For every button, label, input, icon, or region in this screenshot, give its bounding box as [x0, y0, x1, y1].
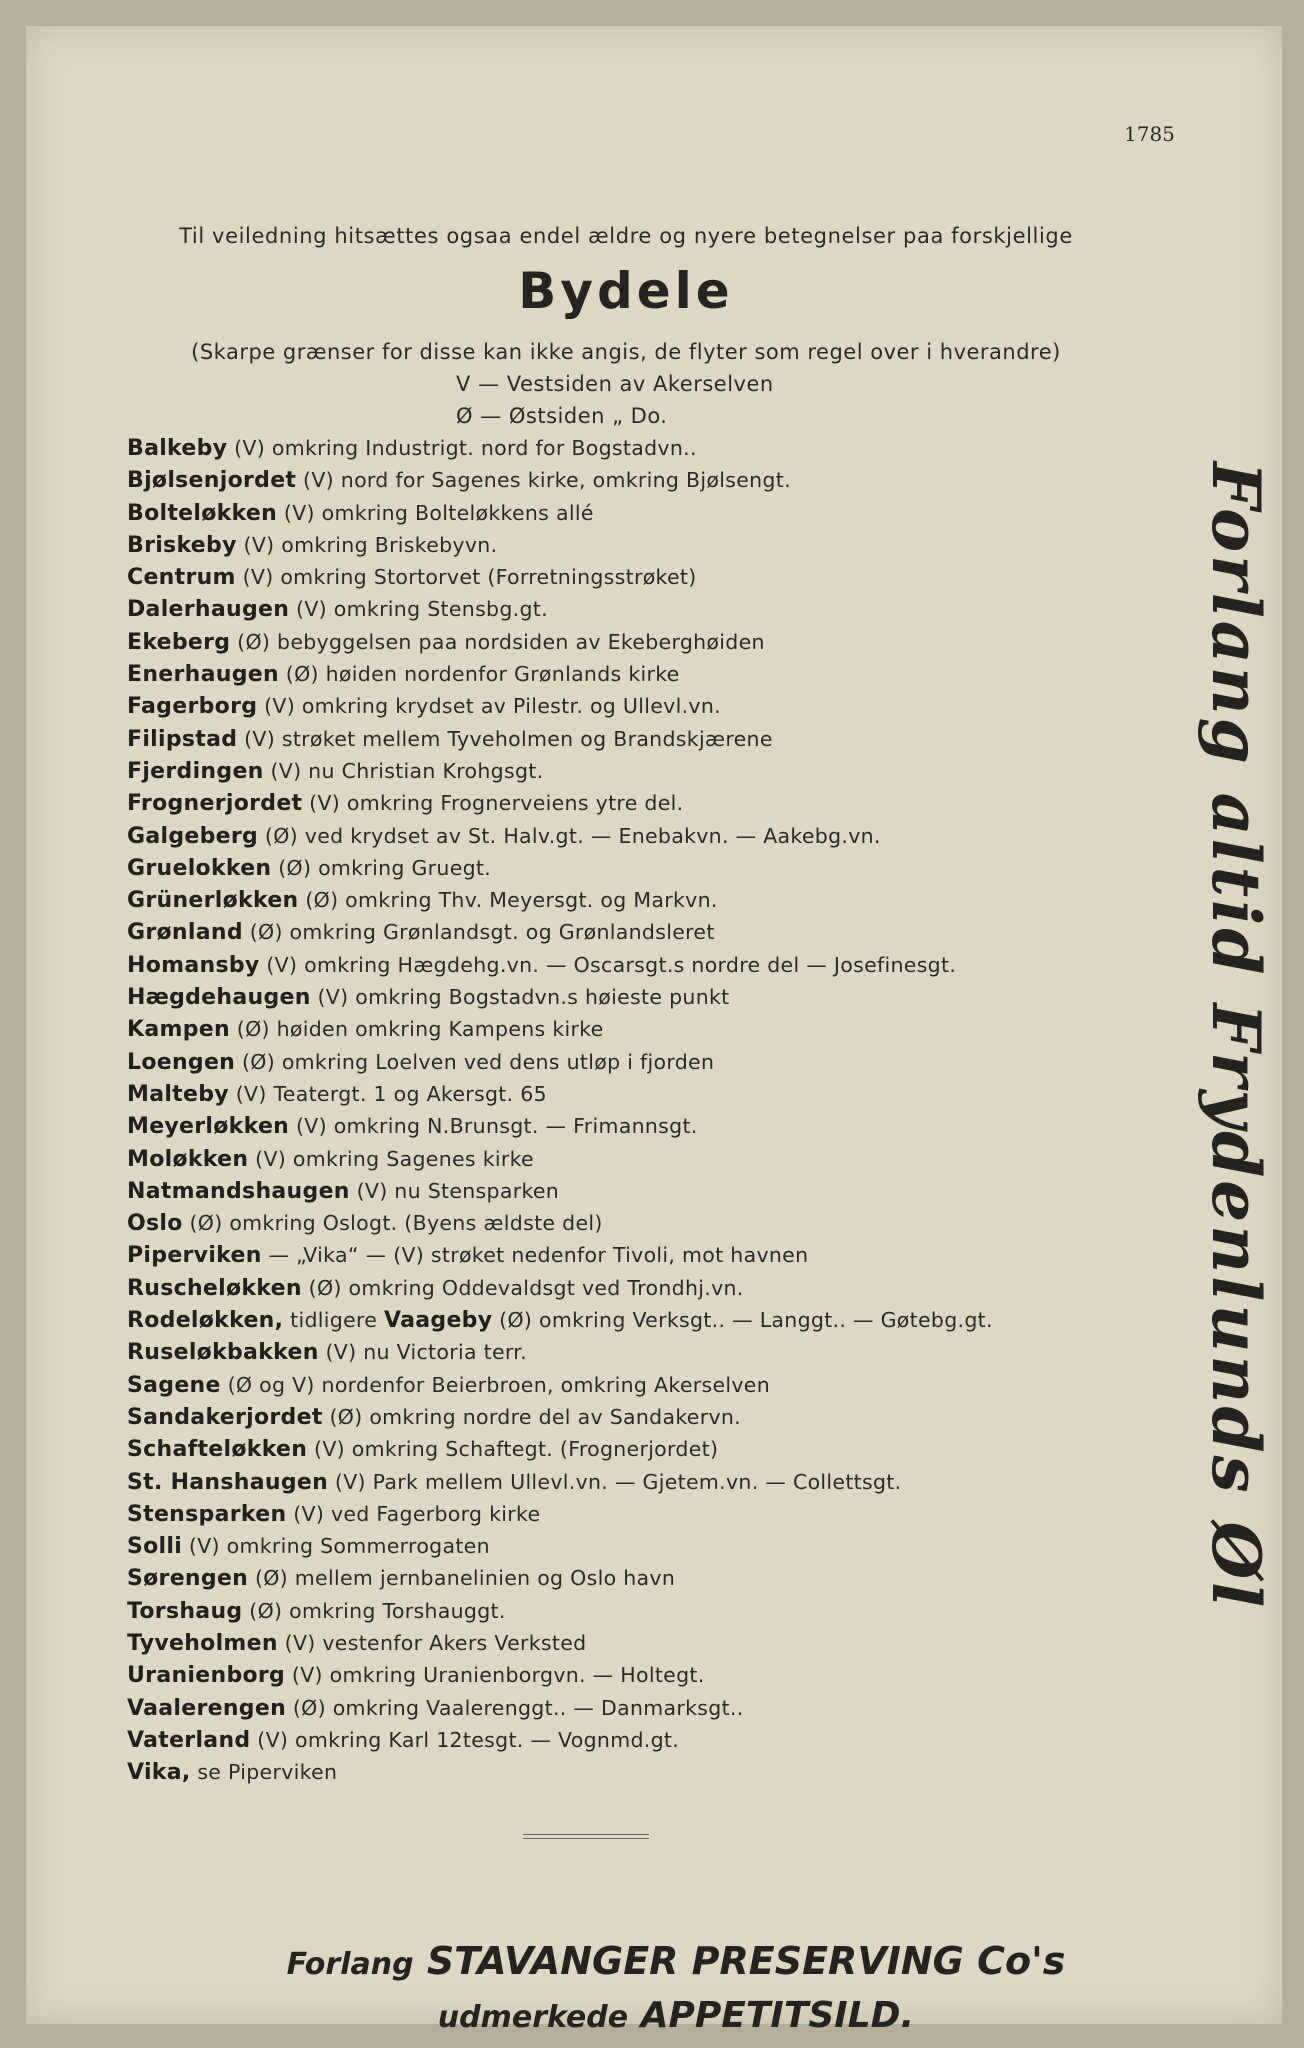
district-entry: [127, 949, 1127, 981]
district-description: (V) omkring Stortorvet (Forretningsstrøket): [235, 565, 697, 590]
district-name: Vika,: [127, 1760, 191, 1786]
district-list: [127, 432, 1127, 1788]
district-entry: [127, 1272, 1127, 1304]
district-name: Bjølsenjordet: [127, 468, 297, 494]
district-name: Bolteløkken: [127, 500, 278, 526]
district-name: Stensparken: [127, 1501, 287, 1527]
bottom-ad-line-2: [176, 1995, 1176, 2036]
district-entry: [127, 1466, 1127, 1498]
district-name: Uranienborg: [127, 1663, 286, 1689]
district-name: Sandakerjordet: [127, 1404, 323, 1430]
district-name: Meyerløkken: [127, 1114, 290, 1140]
district-entry: [127, 1078, 1127, 1110]
document-page: [26, 26, 1282, 2036]
district-description: (V) omkring Sagenes kirke: [248, 1146, 534, 1171]
district-entry: [127, 1756, 1127, 1788]
district-entry: [127, 529, 1127, 561]
district-alt-name: Vaageby: [383, 1308, 493, 1334]
district-name: Grünerløkken: [127, 888, 299, 914]
district-name: Torshaug: [127, 1598, 243, 1624]
district-name: Ruscheløkken: [127, 1275, 302, 1301]
district-entry: [127, 1207, 1127, 1239]
district-description: (Ø) omkring Gruegt.: [271, 855, 492, 880]
district-name: Gruelokken: [127, 855, 272, 881]
district-entry: [127, 1498, 1127, 1530]
district-entry: [127, 626, 1127, 658]
district-name: Ekeberg: [127, 629, 231, 655]
district-entry: [127, 1692, 1127, 1724]
district-description: (Ø) omkring Oddevaldsgt ved Trondhj.vn.: [301, 1275, 744, 1300]
district-entry: [127, 1401, 1127, 1433]
district-name: Fjerdingen: [127, 758, 264, 784]
district-name: Natmandshaugen: [127, 1178, 350, 1204]
district-description: (Ø) omkring nordre del av Sandakervn.: [322, 1404, 741, 1429]
legend-ostsiden: Ø — Østsiden „ Do.: [456, 404, 668, 428]
district-description: (Ø) omkring Grønlandsgt. og Grønlandsleret: [242, 920, 715, 945]
district-description: (V) Park mellem Ullevl.vn. — Gjetem.vn. — Collettsgt.: [328, 1469, 902, 1494]
side-ad-text: Forlang altid Frydenlunds Øl: [1197, 461, 1276, 1611]
district-entry: [127, 1433, 1127, 1465]
section-title: Bydele: [518, 262, 734, 320]
district-description: (V) strøket mellem Tyveholmen og Brandskjærene: [237, 726, 773, 751]
district-name: Hægdehaugen: [127, 985, 311, 1011]
district-name: Rodeløkken,: [127, 1308, 284, 1334]
district-entry: [127, 1595, 1127, 1627]
district-description: (V) omkring Hægdehg.vn. — Oscarsgt.s nordre del — Josefinesgt.: [259, 952, 957, 977]
district-description: (V) omkring Uranienborgvn. — Holtegt.: [285, 1663, 705, 1688]
district-description: (V) omkring Briskebyvn.: [236, 532, 498, 557]
district-name: Sørengen: [127, 1566, 249, 1592]
district-entry: [127, 497, 1127, 529]
district-entry: [127, 464, 1127, 496]
district-entry: [127, 1724, 1127, 1756]
district-name: Tyveholmen: [127, 1630, 278, 1656]
district-name: Dalerhaugen: [127, 597, 290, 623]
district-description: (V) nu Stensparken: [349, 1178, 560, 1203]
district-entry: [127, 593, 1127, 625]
district-description: (V) ved Fagerborg kirke: [286, 1501, 541, 1526]
legend-vestsiden: V — Vestsiden av Akerselven: [456, 372, 774, 396]
district-name: Galgeberg: [127, 823, 259, 849]
district-description: (V) Teatergt. 1 og Akersgt. 65: [228, 1081, 547, 1106]
divider-rule: [523, 1834, 649, 1839]
district-name: Filipstad: [127, 726, 238, 752]
district-description: se Piperviken: [190, 1760, 338, 1785]
district-description: (V) vestenfor Akers Verksted: [277, 1630, 587, 1655]
district-name: Enerhaugen: [127, 662, 279, 688]
district-description: (Ø) mellem jernbanelinien og Oslo havn: [248, 1566, 676, 1591]
district-entry: [127, 787, 1127, 819]
intro-text: Til veiledning hitsættes ogsaa endel ældre og nyere betegnelser paa forskjellige: [179, 224, 1073, 248]
district-description: (Ø) omkring Thv. Meyersgt. og Markvn.: [298, 888, 718, 913]
district-name: Ruseløkbakken: [127, 1340, 319, 1366]
district-entry: [127, 723, 1127, 755]
district-entry: [127, 1239, 1127, 1271]
district-name: Vaterland: [127, 1727, 251, 1753]
district-name: Grønland: [127, 920, 243, 946]
district-description: (V) omkring Industrigt. nord for Bogstadvn..: [227, 436, 697, 460]
district-description: (Ø) omkring Loelven ved dens utløp i fjorden: [235, 1049, 715, 1074]
district-name: Centrum: [127, 565, 236, 591]
district-description: (V) omkring Stensbg.gt.: [289, 597, 548, 622]
district-entry: [127, 1659, 1127, 1691]
district-description: (Ø) bebyggelsen paa nordsiden av Ekeberghøiden: [230, 629, 765, 654]
district-entry: [127, 690, 1127, 722]
district-description: (Ø) omkring Vaalerenggt.. — Danmarksgt..: [286, 1695, 744, 1720]
district-name: Balkeby: [127, 436, 228, 461]
district-entry: [127, 820, 1127, 852]
district-description: (Ø og V) nordenfor Beierbroen, omkring Akerselven: [220, 1372, 770, 1397]
district-entry: [127, 1627, 1127, 1659]
bottom-ad-forlang: Forlang: [286, 1947, 414, 1982]
district-entry: [127, 1013, 1127, 1045]
district-entry: [127, 1143, 1127, 1175]
district-entry: [127, 1304, 1127, 1336]
district-entry: [127, 1336, 1127, 1368]
district-name: Kampen: [127, 1017, 230, 1043]
district-description: (Ø) omkring Torshauggt.: [242, 1598, 506, 1623]
district-name: Homansby: [127, 952, 260, 978]
district-entry: [127, 755, 1127, 787]
district-description: (Ø) høiden omkring Kampens kirke: [229, 1017, 604, 1042]
bottom-ad-product: APPETITSILD.: [640, 1995, 915, 2036]
district-entry: [127, 432, 1127, 464]
district-description-cont: (Ø) omkring Verksgt.. — Langgt.. — Gøtebg.gt.: [492, 1308, 993, 1333]
bottom-ad-udmerkede: udmerkede: [437, 2000, 629, 2035]
district-description: (V) omkring Schaftegt. (Frognerjordet): [307, 1437, 719, 1462]
district-description: (V) omkring Bogstadvn.s høieste punkt: [310, 985, 730, 1010]
district-name: St. Hanshaugen: [127, 1469, 329, 1495]
district-entry: [127, 1175, 1127, 1207]
district-entry: [127, 1046, 1127, 1078]
district-name: Loengen: [127, 1049, 236, 1075]
district-entry: [127, 1110, 1127, 1142]
page-number: 1785: [1124, 122, 1175, 146]
district-entry: [127, 1369, 1127, 1401]
district-entry: [127, 852, 1127, 884]
district-name: Frognerjordet: [127, 791, 303, 817]
district-description: tidligere: [283, 1308, 384, 1333]
side-advertisement: [1196, 461, 1276, 1611]
district-entry: [127, 1562, 1127, 1594]
district-name: Fagerborg: [127, 694, 258, 720]
district-entry: [127, 561, 1127, 593]
district-description: (V) omkring Karl 12tesgt. — Vognmd.gt.: [250, 1727, 680, 1752]
district-description: — „Vika“ — (V) strøket nedenfor Tivoli, mot havnen: [261, 1243, 809, 1268]
district-name: Schafteløkken: [127, 1437, 308, 1463]
district-entry: [127, 1530, 1127, 1562]
district-description: (V) omkring krydset av Pilestr. og Ullevl.vn.: [257, 694, 721, 719]
district-name: Piperviken: [127, 1243, 262, 1269]
district-description: (V) omkring Sommerrogaten: [182, 1534, 490, 1559]
district-name: Malteby: [127, 1081, 229, 1107]
district-name: Oslo: [127, 1211, 183, 1237]
district-description: (V) nu Christian Krohgsgt.: [263, 758, 544, 783]
district-name: Vaalerengen: [127, 1695, 287, 1721]
district-name: Moløkken: [127, 1146, 249, 1172]
district-name: Sagene: [127, 1372, 221, 1398]
district-name: Solli: [127, 1534, 183, 1560]
district-description: (V) nord for Sagenes kirke, omkring Bjølsengt.: [296, 468, 791, 493]
district-description: (Ø) ved krydset av St. Halv.gt. — Enebakvn. — Aakebg.vn.: [258, 823, 881, 848]
bottom-ad-brand: STAVANGER PRESERVING Co's: [426, 1939, 1066, 1983]
bottom-ad-line-1: [176, 1939, 1176, 1983]
district-name: Briskeby: [127, 532, 237, 558]
subtitle-note: (Skarpe grænser for disse kan ikke angis, de flyter som regel over i hverandre): [191, 340, 1061, 364]
district-description: (Ø) omkring Oslogt. (Byens ældste del): [182, 1211, 603, 1236]
district-entry: [127, 658, 1127, 690]
district-description: (V) omkring Bolteløkkens allé: [277, 500, 594, 525]
district-entry: [127, 916, 1127, 948]
district-entry: [127, 981, 1127, 1013]
district-description: (V) omkring N.Brunsgt. — Frimannsgt.: [289, 1114, 698, 1139]
district-description: (V) omkring Frognerveiens ytre del.: [302, 791, 684, 816]
district-description: (V) nu Victoria terr.: [318, 1340, 527, 1365]
district-description: (Ø) høiden nordenfor Grønlands kirke: [278, 662, 680, 687]
district-entry: [127, 884, 1127, 916]
